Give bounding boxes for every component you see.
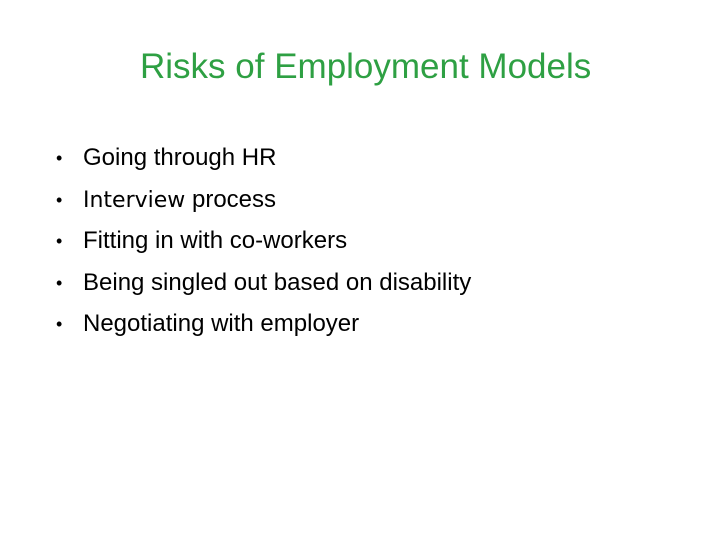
bullet-item: [56, 304, 696, 346]
bullet-text: [83, 180, 276, 221]
bullet-item: [56, 138, 696, 180]
bullet-item: [56, 180, 696, 222]
bullet-icon: •: [56, 272, 63, 293]
bullet-list: [56, 138, 696, 346]
bullet-text-emphasis: Interview: [83, 187, 186, 213]
bullet-text-rest: process: [185, 185, 277, 213]
bullet-icon: •: [56, 231, 63, 251]
bullet-text: Negotiating with employer: [83, 310, 360, 337]
bullet-icon: •: [56, 148, 63, 168]
bullet-item: [56, 221, 696, 263]
bullet-text: Fitting in with co-workers: [83, 227, 348, 254]
bullet-icon: •: [56, 314, 63, 334]
bullet-icon: •: [56, 189, 63, 210]
bullet-text: Going through HR: [83, 144, 277, 171]
bullet-item: [56, 263, 696, 305]
bullet-text: Being singled out based on disability: [83, 268, 472, 296]
slide-title: Risks of Employment Models: [140, 47, 592, 86]
